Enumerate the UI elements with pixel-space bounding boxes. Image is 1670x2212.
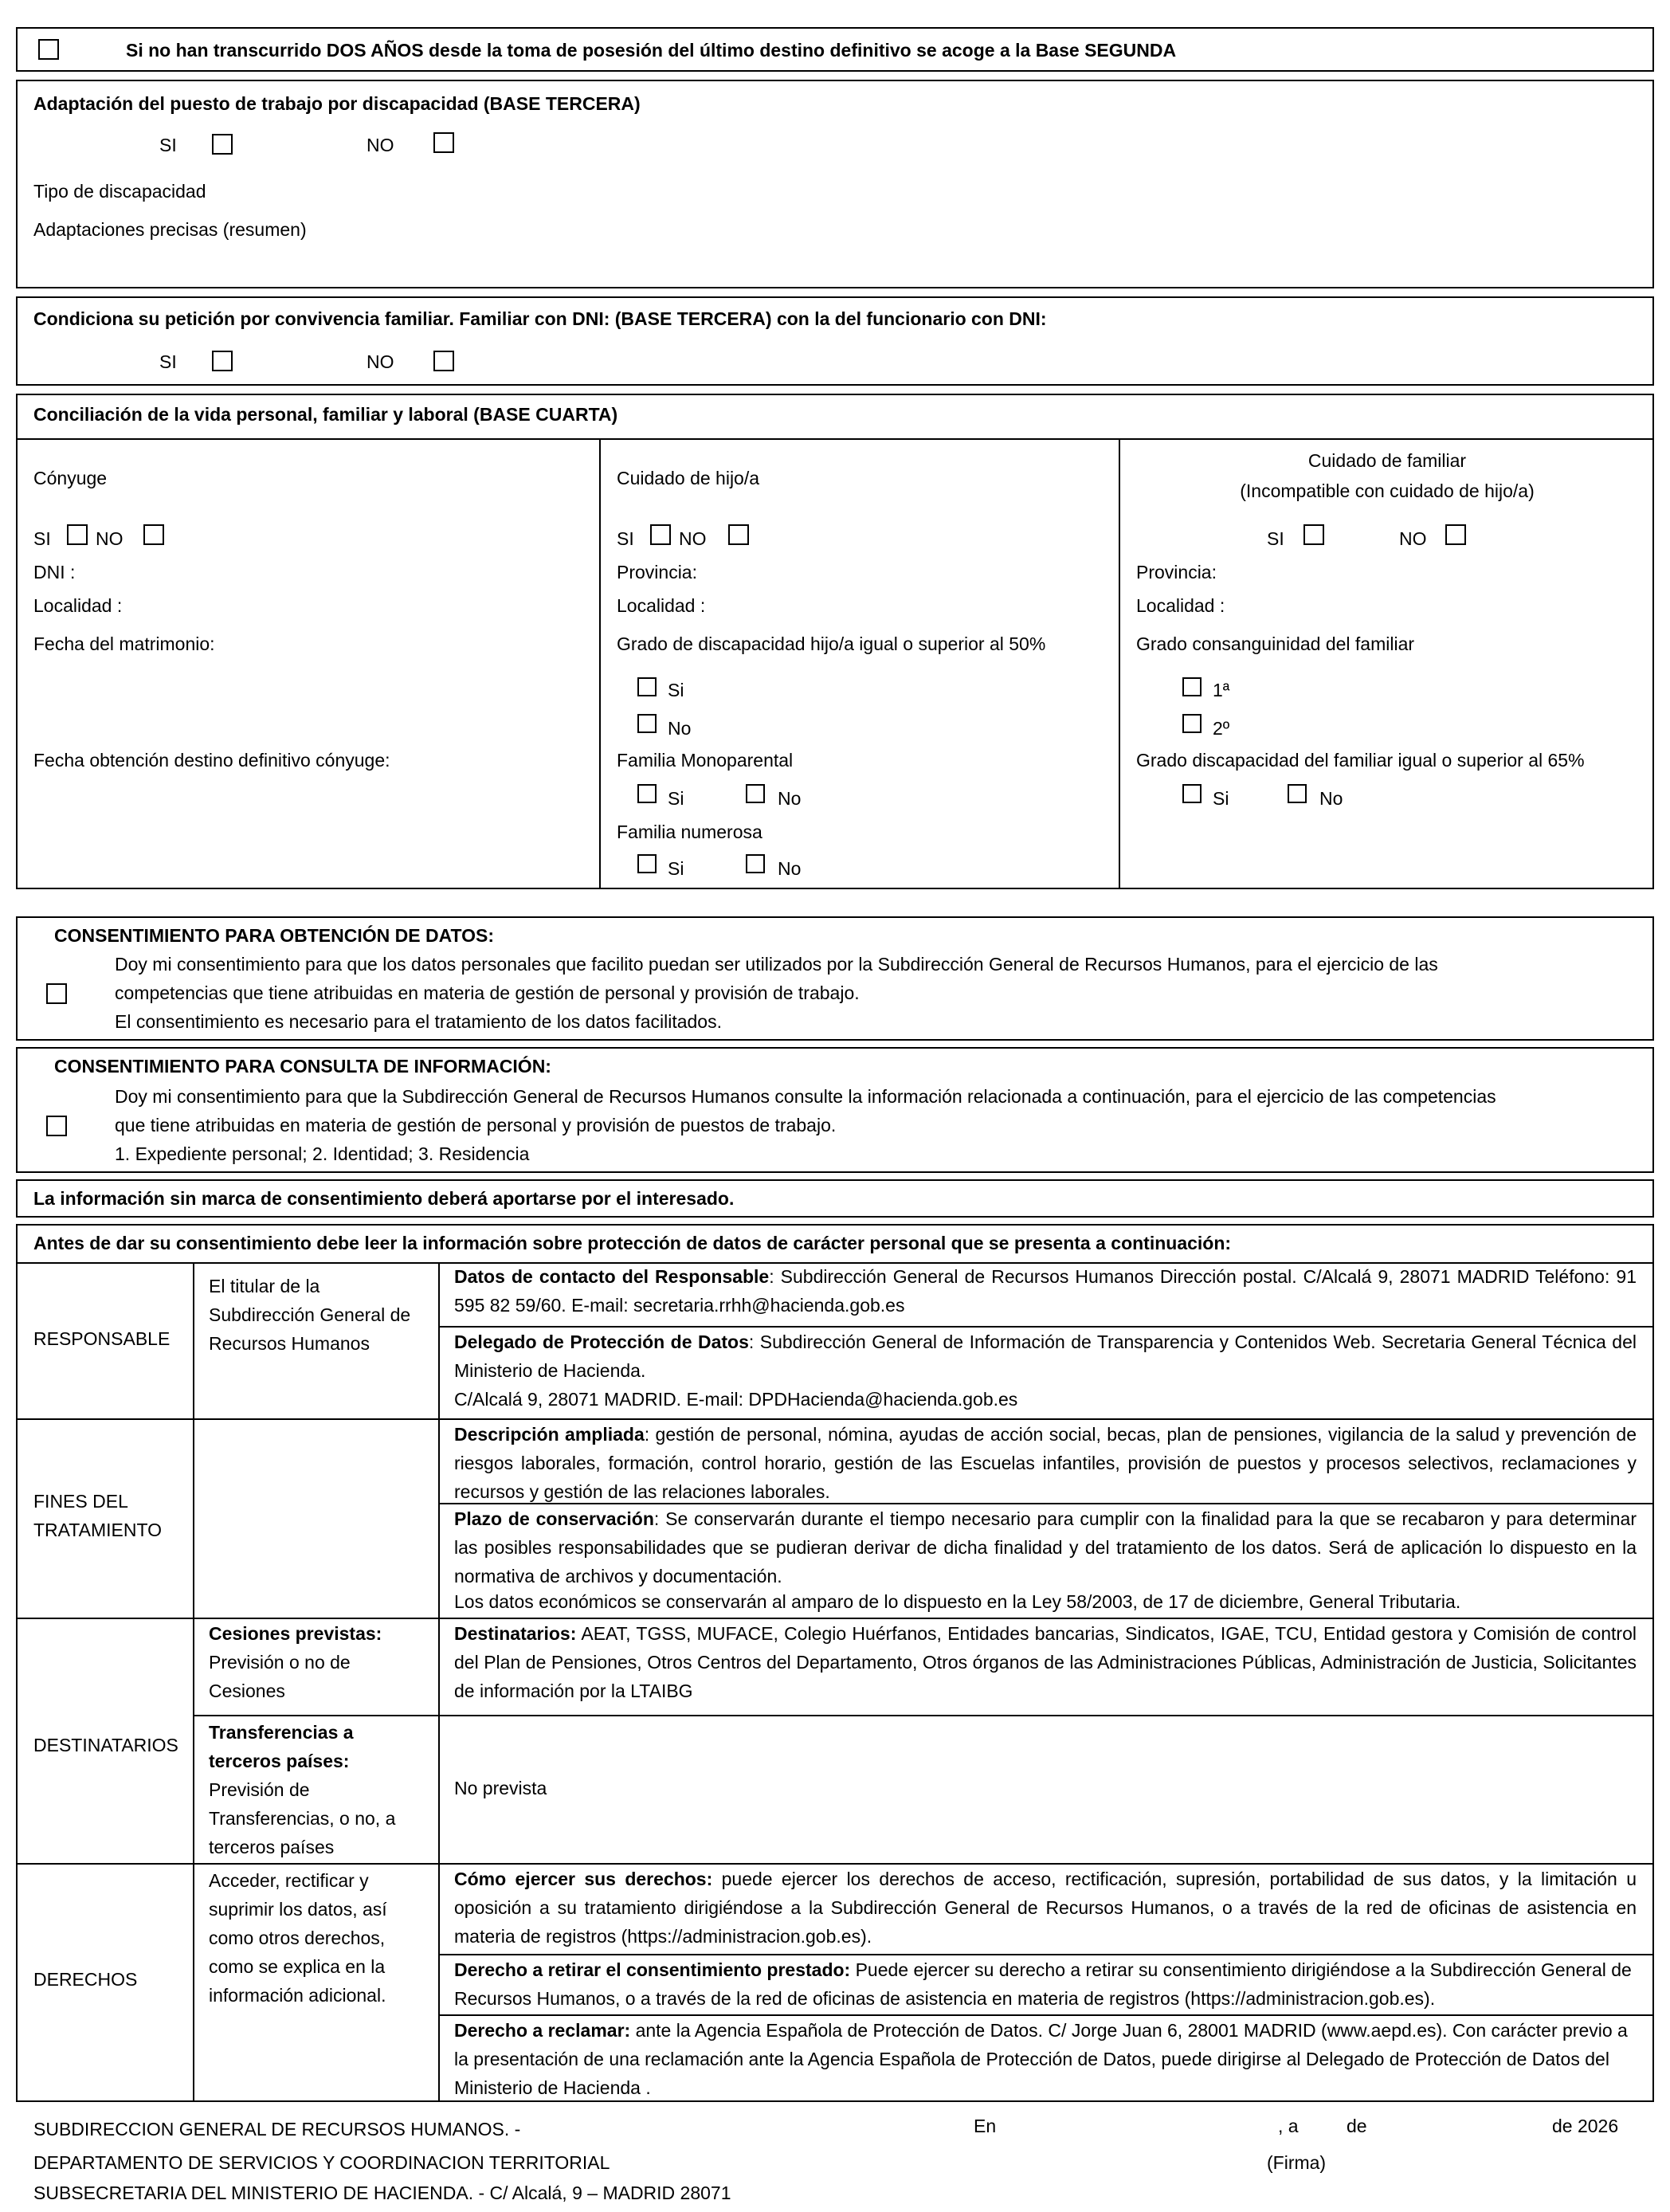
familiar-subtitle: (Incompatible con cuidado de hijo/a) bbox=[1240, 480, 1535, 501]
responsable-delegado bbox=[454, 1328, 1637, 1385]
adaptacion-si-checkbox[interactable] bbox=[212, 134, 233, 155]
derechos-label: DERECHOS bbox=[33, 1969, 138, 1990]
transf-text: Previsión de Transferencias, o no, a terceros países bbox=[209, 1779, 396, 1857]
familiar-title: Cuidado de familiar bbox=[1307, 450, 1467, 471]
hijo-grado-label: Grado de discapacidad hijo/a igual o superior al 50% bbox=[617, 633, 1046, 654]
consentimiento-datos-checkbox[interactable] bbox=[46, 983, 67, 1004]
consentimiento-datos-line3: El consentimiento es necesario para el tratamiento de los datos facilitados. bbox=[115, 1011, 722, 1032]
numerosa-si-checkbox[interactable] bbox=[637, 854, 657, 873]
footer-de-year: de 2026 bbox=[1552, 2116, 1619, 2136]
base-segunda-label: Si no han transcurrido DOS AÑOS desde la toma de posesión del último destino definitivo se acoge a la Base SEGUNDA bbox=[126, 40, 1177, 61]
familiar-no-label: NO bbox=[1399, 528, 1427, 549]
proteccion-datos-table bbox=[16, 1224, 1654, 2102]
responsable-mid: El titular de la Subdirección General de Recursos Humanos bbox=[209, 1276, 411, 1354]
conciliacion-box bbox=[16, 394, 1654, 889]
responsable-contacto bbox=[454, 1262, 1637, 1320]
transferencias-cell bbox=[209, 1718, 425, 1861]
cesiones-label: Cesiones previstas: bbox=[209, 1623, 382, 1644]
conciliacion-title: Conciliación de la vida personal, familiar y laboral (BASE CUARTA) bbox=[33, 404, 618, 425]
consentimiento-datos-box bbox=[16, 916, 1654, 1041]
consentimiento-consulta-title: CONSENTIMIENTO PARA CONSULTA DE INFORMACIÓN: bbox=[54, 1056, 551, 1077]
consentimiento-consulta-checkbox[interactable] bbox=[46, 1116, 67, 1136]
adaptacion-box bbox=[16, 80, 1654, 288]
monoparental-si-label: Si bbox=[668, 788, 684, 809]
no-prevista: No prevista bbox=[454, 1778, 547, 1798]
footer-en: En bbox=[974, 2116, 997, 2136]
footer-line1: SUBDIRECCION GENERAL DE RECURSOS HUMANOS. - bbox=[33, 2119, 521, 2139]
familiar-disc-no-label: No bbox=[1319, 788, 1343, 809]
consentimiento-consulta-line2: que tiene atribuidas en materia de gestión de personal y provisión de puestos de trabajo. bbox=[115, 1115, 837, 1135]
responsable-label: RESPONSABLE bbox=[33, 1328, 171, 1349]
cesiones-cell bbox=[209, 1619, 425, 1705]
convivencia-no-checkbox[interactable] bbox=[433, 351, 454, 371]
footer-line3: SUBSECRETARIA DEL MINISTERIO DE HACIENDA. - C/ Alcalá, 9 – MADRID 28071 bbox=[33, 2183, 731, 2203]
monoparental-si-checkbox[interactable] bbox=[637, 784, 657, 803]
reclamar-label: Derecho a reclamar: bbox=[454, 2020, 631, 2041]
dest-label: Destinatarios: bbox=[454, 1623, 577, 1644]
destinatarios-cell bbox=[454, 1619, 1637, 1705]
adaptacion-no-checkbox[interactable] bbox=[433, 132, 454, 153]
tipo-discapacidad-label: Tipo de discapacidad bbox=[33, 181, 206, 202]
delegado-text: : Subdirección General de Información de Transparencia y Contenidos Web. Secretaria General Técnica del Ministerio de Hacienda. bbox=[454, 1332, 1637, 1381]
familiar-disc-si-label: Si bbox=[1213, 788, 1229, 809]
retirar-text: Puede ejercer su derecho a retirar su consentimiento dirigiéndose a la Subdirección General de Recursos Humanos, o a través de la red de oficinas de asistencia en materia de registros (https://administracion.gob.es). bbox=[454, 1959, 1632, 2009]
hijo-grado-si-checkbox[interactable] bbox=[637, 677, 657, 696]
hijo-provincia-label: Provincia: bbox=[617, 562, 697, 582]
monoparental-no-checkbox[interactable] bbox=[746, 784, 765, 803]
retirar-label: Derecho a retirar el consentimiento prestado: bbox=[454, 1959, 851, 1980]
derechos-mid: Acceder, rectificar y suprimir los datos, así como otros derechos, como se explica en la información adicional. bbox=[209, 1870, 387, 2006]
reclamar-text: ante la Agencia Española de Protección de Datos. C/ Jorge Juan 6, 28001 MADRID (www.aepd.es). Con carácter previo a la presentación de una reclamación ante la Agencia Española de Protección de Datos, puede dirigirse al Delegado de Protección de Datos del Ministerio de Hacienda . bbox=[454, 2020, 1628, 2098]
fines-plazo bbox=[454, 1504, 1637, 1590]
derechos-ejercer bbox=[454, 1865, 1637, 1951]
numerosa-no-checkbox[interactable] bbox=[746, 854, 765, 873]
monoparental-no-label: No bbox=[778, 788, 802, 809]
conyuge-si-checkbox[interactable] bbox=[67, 524, 88, 545]
adaptaciones-label: Adaptaciones precisas (resumen) bbox=[33, 219, 307, 240]
familiar-si-checkbox[interactable] bbox=[1303, 524, 1324, 545]
familiar-localidad-label: Localidad : bbox=[1136, 595, 1225, 616]
familiar-no-checkbox[interactable] bbox=[1445, 524, 1466, 545]
consentimiento-datos-line1: Doy mi consentimiento para que los datos personales que facilito puedan ser utilizados por la Subdirección General de Recursos Humanos, para el ejercicio de las bbox=[115, 954, 1438, 975]
familiar-provincia-label: Provincia: bbox=[1136, 562, 1217, 582]
consentimiento-datos-title: CONSENTIMIENTO PARA OBTENCIÓN DE DATOS: bbox=[54, 925, 495, 946]
base-segunda-box bbox=[16, 27, 1654, 72]
hijo-si-checkbox[interactable] bbox=[650, 524, 671, 545]
grado-2-checkbox[interactable] bbox=[1182, 714, 1202, 733]
hijo-si-label: SI bbox=[617, 528, 634, 549]
hijo-grado-no-checkbox[interactable] bbox=[637, 714, 657, 733]
hijo-grado-no-label: No bbox=[668, 718, 692, 739]
sin-marca-box bbox=[16, 1179, 1654, 1218]
delegado-label: Delegado de Protección de Datos bbox=[454, 1332, 749, 1352]
monoparental-label: Familia Monoparental bbox=[617, 750, 794, 771]
derechos-reclamar bbox=[454, 2016, 1637, 2102]
hijo-grado-si-label: Si bbox=[668, 680, 684, 700]
grado-1-checkbox[interactable] bbox=[1182, 677, 1202, 696]
familiar-discapacidad-label: Grado discapacidad del familiar igual o superior al 65% bbox=[1136, 750, 1585, 771]
ejercer-label: Cómo ejercer sus derechos: bbox=[454, 1869, 713, 1889]
consentimiento-consulta-box bbox=[16, 1047, 1654, 1173]
hijo-title: Cuidado de hijo/a bbox=[617, 468, 760, 488]
hijo-no-label: NO bbox=[679, 528, 707, 549]
descripcion-label: Descripción ampliada bbox=[454, 1424, 645, 1445]
numerosa-label: Familia numerosa bbox=[617, 822, 762, 842]
footer-firma: (Firma) bbox=[1267, 2152, 1327, 2173]
adaptacion-title: Adaptación del puesto de trabajo por discapacidad (BASE TERCERA) bbox=[33, 93, 641, 114]
hijo-no-checkbox[interactable] bbox=[728, 524, 749, 545]
descripcion-text: : gestión de personal, nómina, ayudas de acción social, becas, plan de pensiones, vigilancia de la salud y prevención de riesgos laborales, formación, control horario, gestión de las Escuelas infantiles, provisión de puestos y procesos selectivos, reclamaciones y recursos y gestión de las relaciones laborales. bbox=[454, 1424, 1637, 1502]
plazo-text: : Se conservarán durante el tiempo necesario para cumplir con la finalidad para la que se recabaron y para determinar las posibles responsabilidades que se pudieran derivar de dicha finalidad y del tratamiento de los datos. Será de aplicación lo dispuesto en la normativa de archivos y documentación. bbox=[454, 1508, 1637, 1586]
adaptacion-si-label: SI bbox=[159, 135, 177, 155]
plazo-text2: Los datos económicos se conservarán al amparo de lo dispuesto en la Ley 58/2003, de 17 de diciembre, General Tributaria. bbox=[454, 1591, 1461, 1612]
sin-marca-text: La información sin marca de consentimiento deberá aportarse por el interesado. bbox=[33, 1188, 735, 1209]
conyuge-no-label: NO bbox=[96, 528, 123, 549]
contacto-text: : Subdirección General de Recursos Humanos Dirección postal. C/Alcalá 9, 28071 MADRID Teléfono: 91 595 82 59/60. E-mail: secretaria.rrhh@hacienda.gob.es bbox=[454, 1266, 1637, 1316]
footer-line2: DEPARTAMENTO DE SERVICIOS Y COORDINACION TERRITORIAL bbox=[33, 2152, 610, 2173]
adaptacion-no-label: NO bbox=[367, 135, 394, 155]
fecha-destino-conyuge-label: Fecha obtención destino definitivo cónyuge: bbox=[33, 750, 390, 771]
convivencia-title: Condiciona su petición por convivencia familiar. Familiar con DNI: (BASE TERCERA) con la del funcionario con DNI: bbox=[33, 308, 1047, 329]
convivencia-si-checkbox[interactable] bbox=[212, 351, 233, 371]
contacto-label: Datos de contacto del Responsable bbox=[454, 1266, 770, 1287]
consentimiento-consulta-line1: Doy mi consentimiento para que la Subdirección General de Recursos Humanos consulte la información relacionada a continuación, para el ejercicio de las competencias bbox=[115, 1086, 1496, 1107]
conyuge-dni-label: DNI : bbox=[33, 562, 76, 582]
convivencia-si-label: SI bbox=[159, 351, 177, 372]
convivencia-box bbox=[16, 296, 1654, 386]
consanguinidad-label: Grado consanguinidad del familiar bbox=[1136, 633, 1415, 654]
grado-1-label: 1ª bbox=[1213, 680, 1230, 700]
dest-text: AEAT, TGSS, MUFACE, Colegio Huérfanos, Entidades bancarias, Sindicatos, IGAE, TCU, Entidad gestora y Comisión de control del Plan de Pensiones, Otros Centros del Departamento, Otros órganos de las Administraciones Públicas, Administración de Justicia, Solicitantes de información por la LTAIBG bbox=[454, 1623, 1637, 1701]
familiar-disc-no-checkbox[interactable] bbox=[1288, 784, 1307, 803]
delegado-address: C/Alcalá 9, 28071 MADRID. E-mail: DPDHacienda@hacienda.gob.es bbox=[454, 1389, 1018, 1410]
fecha-matrimonio-label: Fecha del matrimonio: bbox=[33, 633, 215, 654]
grado-2-label: 2º bbox=[1213, 718, 1230, 739]
footer-de: de bbox=[1347, 2116, 1367, 2136]
conyuge-no-checkbox[interactable] bbox=[143, 524, 164, 545]
conyuge-si-label: SI bbox=[33, 528, 51, 549]
plazo-label: Plazo de conservación bbox=[454, 1508, 654, 1529]
proteccion-title: Antes de dar su consentimiento debe leer la información sobre protección de datos de carácter personal que se presenta a continuación: bbox=[33, 1233, 1232, 1253]
conyuge-title: Cónyuge bbox=[33, 468, 108, 488]
familiar-disc-si-checkbox[interactable] bbox=[1182, 784, 1202, 803]
conyuge-localidad-label: Localidad : bbox=[33, 595, 123, 616]
fines-label: FINES DEL TRATAMIENTO bbox=[33, 1491, 162, 1540]
consentimiento-consulta-line3: 1. Expediente personal; 2. Identidad; 3. Residencia bbox=[115, 1143, 530, 1164]
destinatarios-label: DESTINATARIOS bbox=[33, 1735, 178, 1755]
familiar-si-label: SI bbox=[1267, 528, 1284, 549]
cesiones-text: Previsión o no de Cesiones bbox=[209, 1652, 351, 1701]
numerosa-no-label: No bbox=[778, 858, 802, 879]
base-segunda-checkbox[interactable] bbox=[38, 39, 59, 60]
footer-a: , a bbox=[1278, 2116, 1299, 2136]
hijo-localidad-label: Localidad : bbox=[617, 595, 706, 616]
ejercer-text: puede ejercer los derechos de acceso, rectificación, supresión, portabilidad de sus datos, y la limitación u oposición a su tratamiento dirigiéndose a la Subdirección General de Recursos Humanos, o a través de la red de oficinas de asistencia en materia de registros (https://administracion.gob.es). bbox=[454, 1869, 1637, 1947]
derechos-retirar bbox=[454, 1955, 1637, 2013]
consentimiento-datos-line2: competencias que tiene atribuidas en materia de gestión de personal y provisión de trabajo. bbox=[115, 982, 860, 1003]
convivencia-no-label: NO bbox=[367, 351, 394, 372]
numerosa-si-label: Si bbox=[668, 858, 684, 879]
transf-label: Transferencias a terceros países: bbox=[209, 1722, 354, 1771]
fines-descripcion bbox=[454, 1420, 1637, 1506]
